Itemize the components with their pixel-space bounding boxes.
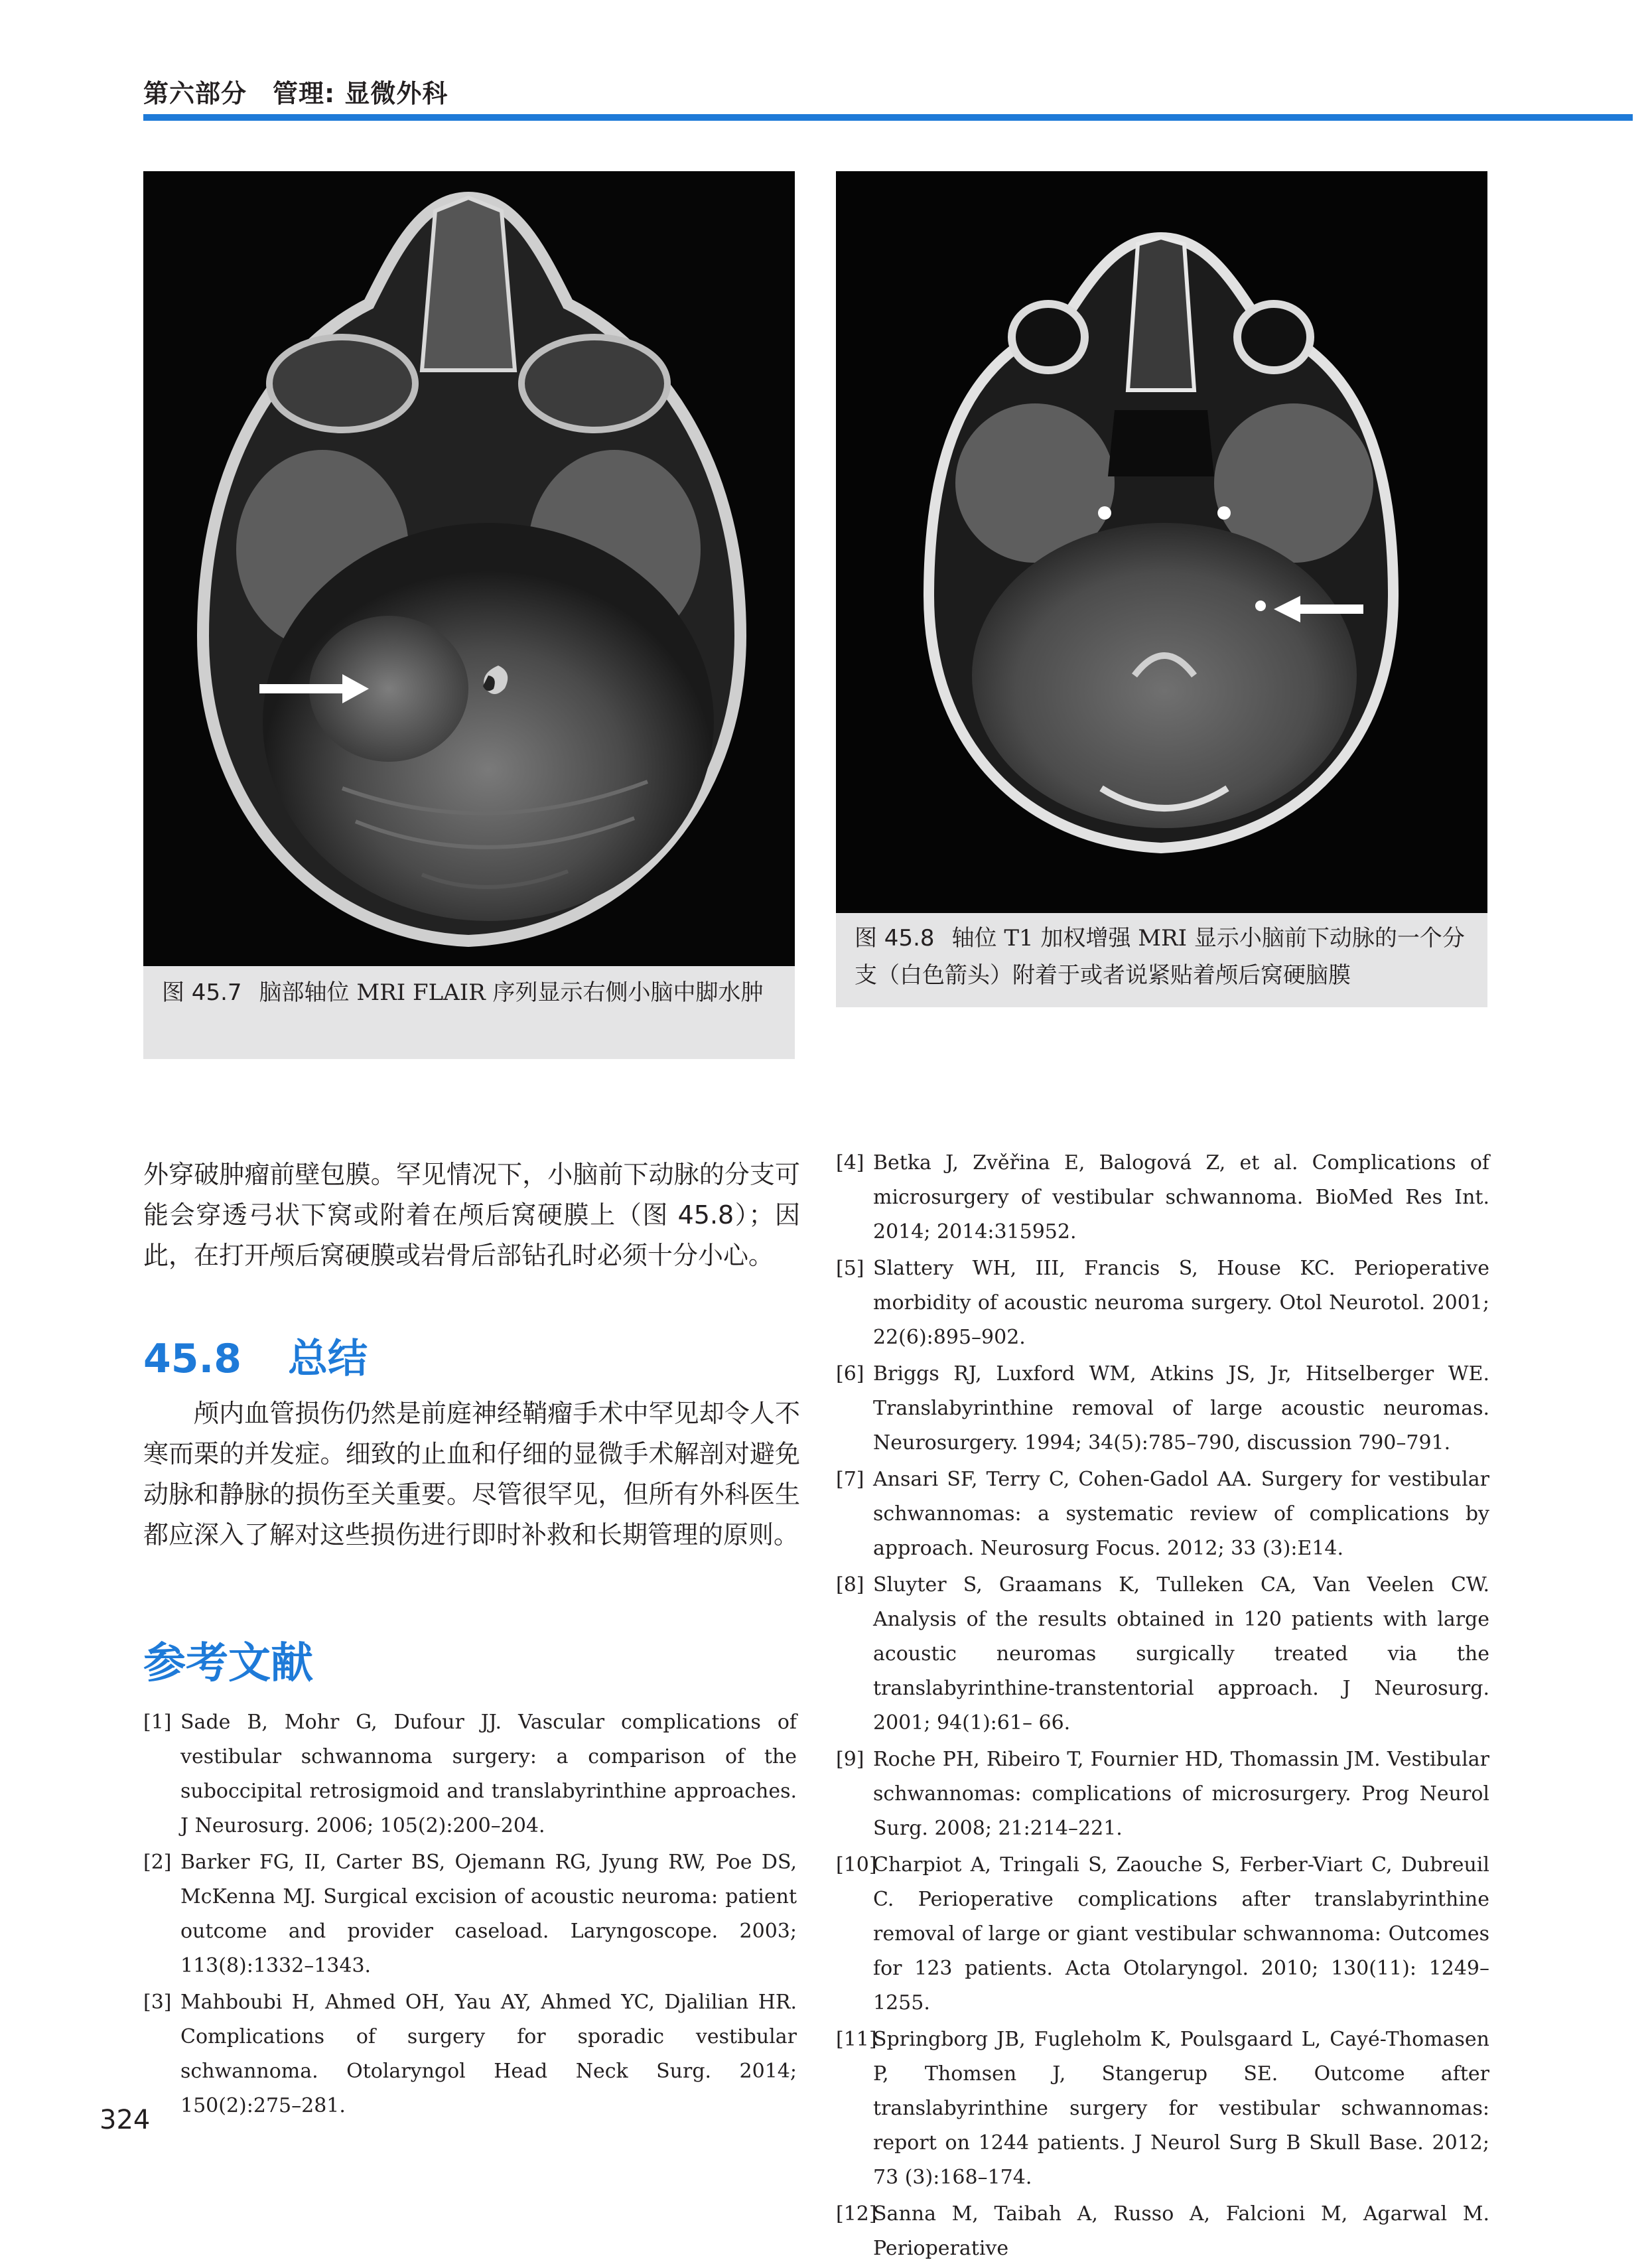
reference-item: [5] Slattery WH, III, Francis S, House KC. Perioperative morbidity of acoustic neuroma surgery. Otol Neurotol. 2001; 22(6):895–902.: [836, 1257, 1489, 1349]
page-number: 324: [100, 2105, 151, 2135]
figure-label: 图 45.8: [855, 925, 935, 952]
mri-flair-image: [143, 171, 795, 966]
section-heading: [143, 1327, 368, 1384]
mri-axial-flair-illustration: [143, 171, 795, 966]
reference-item: [12] Sanna M, Taibah A, Russo A, Falcioni M, Agarwal M. Perioperative: [836, 2202, 1489, 2260]
references-list-left: [143, 1705, 797, 2125]
body-paragraph-2: 颅内血管损伤仍然是前庭神经鞘瘤手术中罕见却令人不寒而栗的并发症。细致的止血和仔细的显微手术解剖对避免动脉和静脉的损伤至关重要。尽管很罕见，但所有外科医生都应深入了解对这些损伤进行即时补救和长期管理的原则。: [143, 1399, 800, 1549]
reference-item: [10] Charpiot A, Tringali S, Zaouche S, Ferber-Viart C, Dubreuil C. Perioperative complications after translabyrinthine removal of large or giant vestibular schwannoma: Outcomes for 123 patients. Acta Otolaryngol. 2010; 130(11): 1249–1255.: [836, 1853, 1489, 2015]
references-list-right: [836, 1146, 1489, 2268]
figure-45-8: [836, 171, 1487, 1007]
reference-item: [7] Ansari SF, Terry C, Cohen-Gadol AA. Surgery for vestibular schwannomas: a systematic review of complications by approach. Neurosurg Focus. 2012; 33 (3):E14.: [836, 1468, 1489, 1560]
figure-caption: [855, 920, 1469, 994]
running-head: 第六部分 管理: 显微外科: [143, 79, 448, 108]
reference-item: [6] Briggs RJ, Luxford WM, Atkins JS, Jr, Hitselberger WE. Translabyrinthine removal of large acoustic neuromas. Neurosurgery. 1994; 34(5):785–790, discussion 790–791.: [836, 1362, 1489, 1454]
figure-caption-text: 轴位 T1 加权增强 MRI 显示小脑前下动脉的一个分支（白色箭头）附着于或者说紧贴着颅后窝硬脑膜: [855, 925, 1465, 989]
header-rule: [143, 114, 1633, 121]
figure-caption: [162, 974, 776, 1011]
figure-caption-text: 脑部轴位 MRI FLAIR 序列显示右侧小脑中脚水肿: [259, 979, 764, 1006]
references-heading: 参考文献: [143, 1639, 313, 1688]
body-paragraph-1: 外穿破肿瘤前壁包膜。罕见情况下，小脑前下动脉的分支可能会穿透弓状下窝或附着在颅后窝硬膜上（图 45.8）；因此，在打开颅后窝硬膜或岩骨后部钻孔时必须十分小心。: [143, 1160, 800, 1270]
reference-item: [11] Springborg JB, Fugleholm K, Poulsgaard L, Cayé-Thomasen P, Thomsen J, Stangerup SE. Outcome after translabyrinthine surgery for vestibular schwannomas: report on 1244 patients. J Neurol Surg B Skull Base. 2012; 73 (3):168–174.: [836, 2028, 1489, 2189]
reference-item: [3] Mahboubi H, Ahmed OH, Yau AY, Ahmed YC, Djalilian HR. Complications of surgery for sporadic vestibular schwannoma. Otolaryngol Head Neck Surg. 2014; 150(2):275–281.: [143, 1991, 797, 2117]
reference-item: [1] Sade B, Mohr G, Dufour JJ. Vascular complications of vestibular schwannoma surgery: a comparison of the suboccipital retrosigmoid and translabyrinthine approaches. J Neurosurg. 2006; 105(2):200–204.: [143, 1711, 797, 1837]
mri-t1-contrast-image: [836, 171, 1487, 913]
section-title-text: 总结: [288, 1336, 368, 1382]
figure-label: 图 45.7: [162, 979, 242, 1006]
reference-item: [2] Barker FG, II, Carter BS, Ojemann RG, Jyung RW, Poe DS, McKenna MJ. Surgical excision of acoustic neuroma: patient outcome and provider caseload. Laryngoscope. 2003; 113(8):1332–1343.: [143, 1851, 797, 1977]
reference-item: [4] Betka J, Zvěřina E, Balogová Z, et al. Complications of microsurgery of vestibular schwannoma. BioMed Res Int. 2014; 2014:315952.: [836, 1151, 1489, 1243]
reference-item: [9] Roche PH, Ribeiro T, Fournier HD, Thomassin JM. Vestibular schwannomas: complications of microsurgery. Prog Neurol Surg. 2008; 21:214–221.: [836, 1748, 1489, 1840]
section-number: 45.8: [143, 1336, 242, 1382]
reference-item: [8] Sluyter S, Graamans K, Tulleken CA, Van Veelen CW. Analysis of the results obtained in 120 patients with large acoustic neuromas surgically treated via the translabyrinthine-transtentorial approach. J Neurosurg. 2001; 94(1):61– 66.: [836, 1573, 1489, 1735]
figure-45-7: [143, 171, 795, 1059]
mri-axial-t1-illustration: [836, 171, 1487, 913]
